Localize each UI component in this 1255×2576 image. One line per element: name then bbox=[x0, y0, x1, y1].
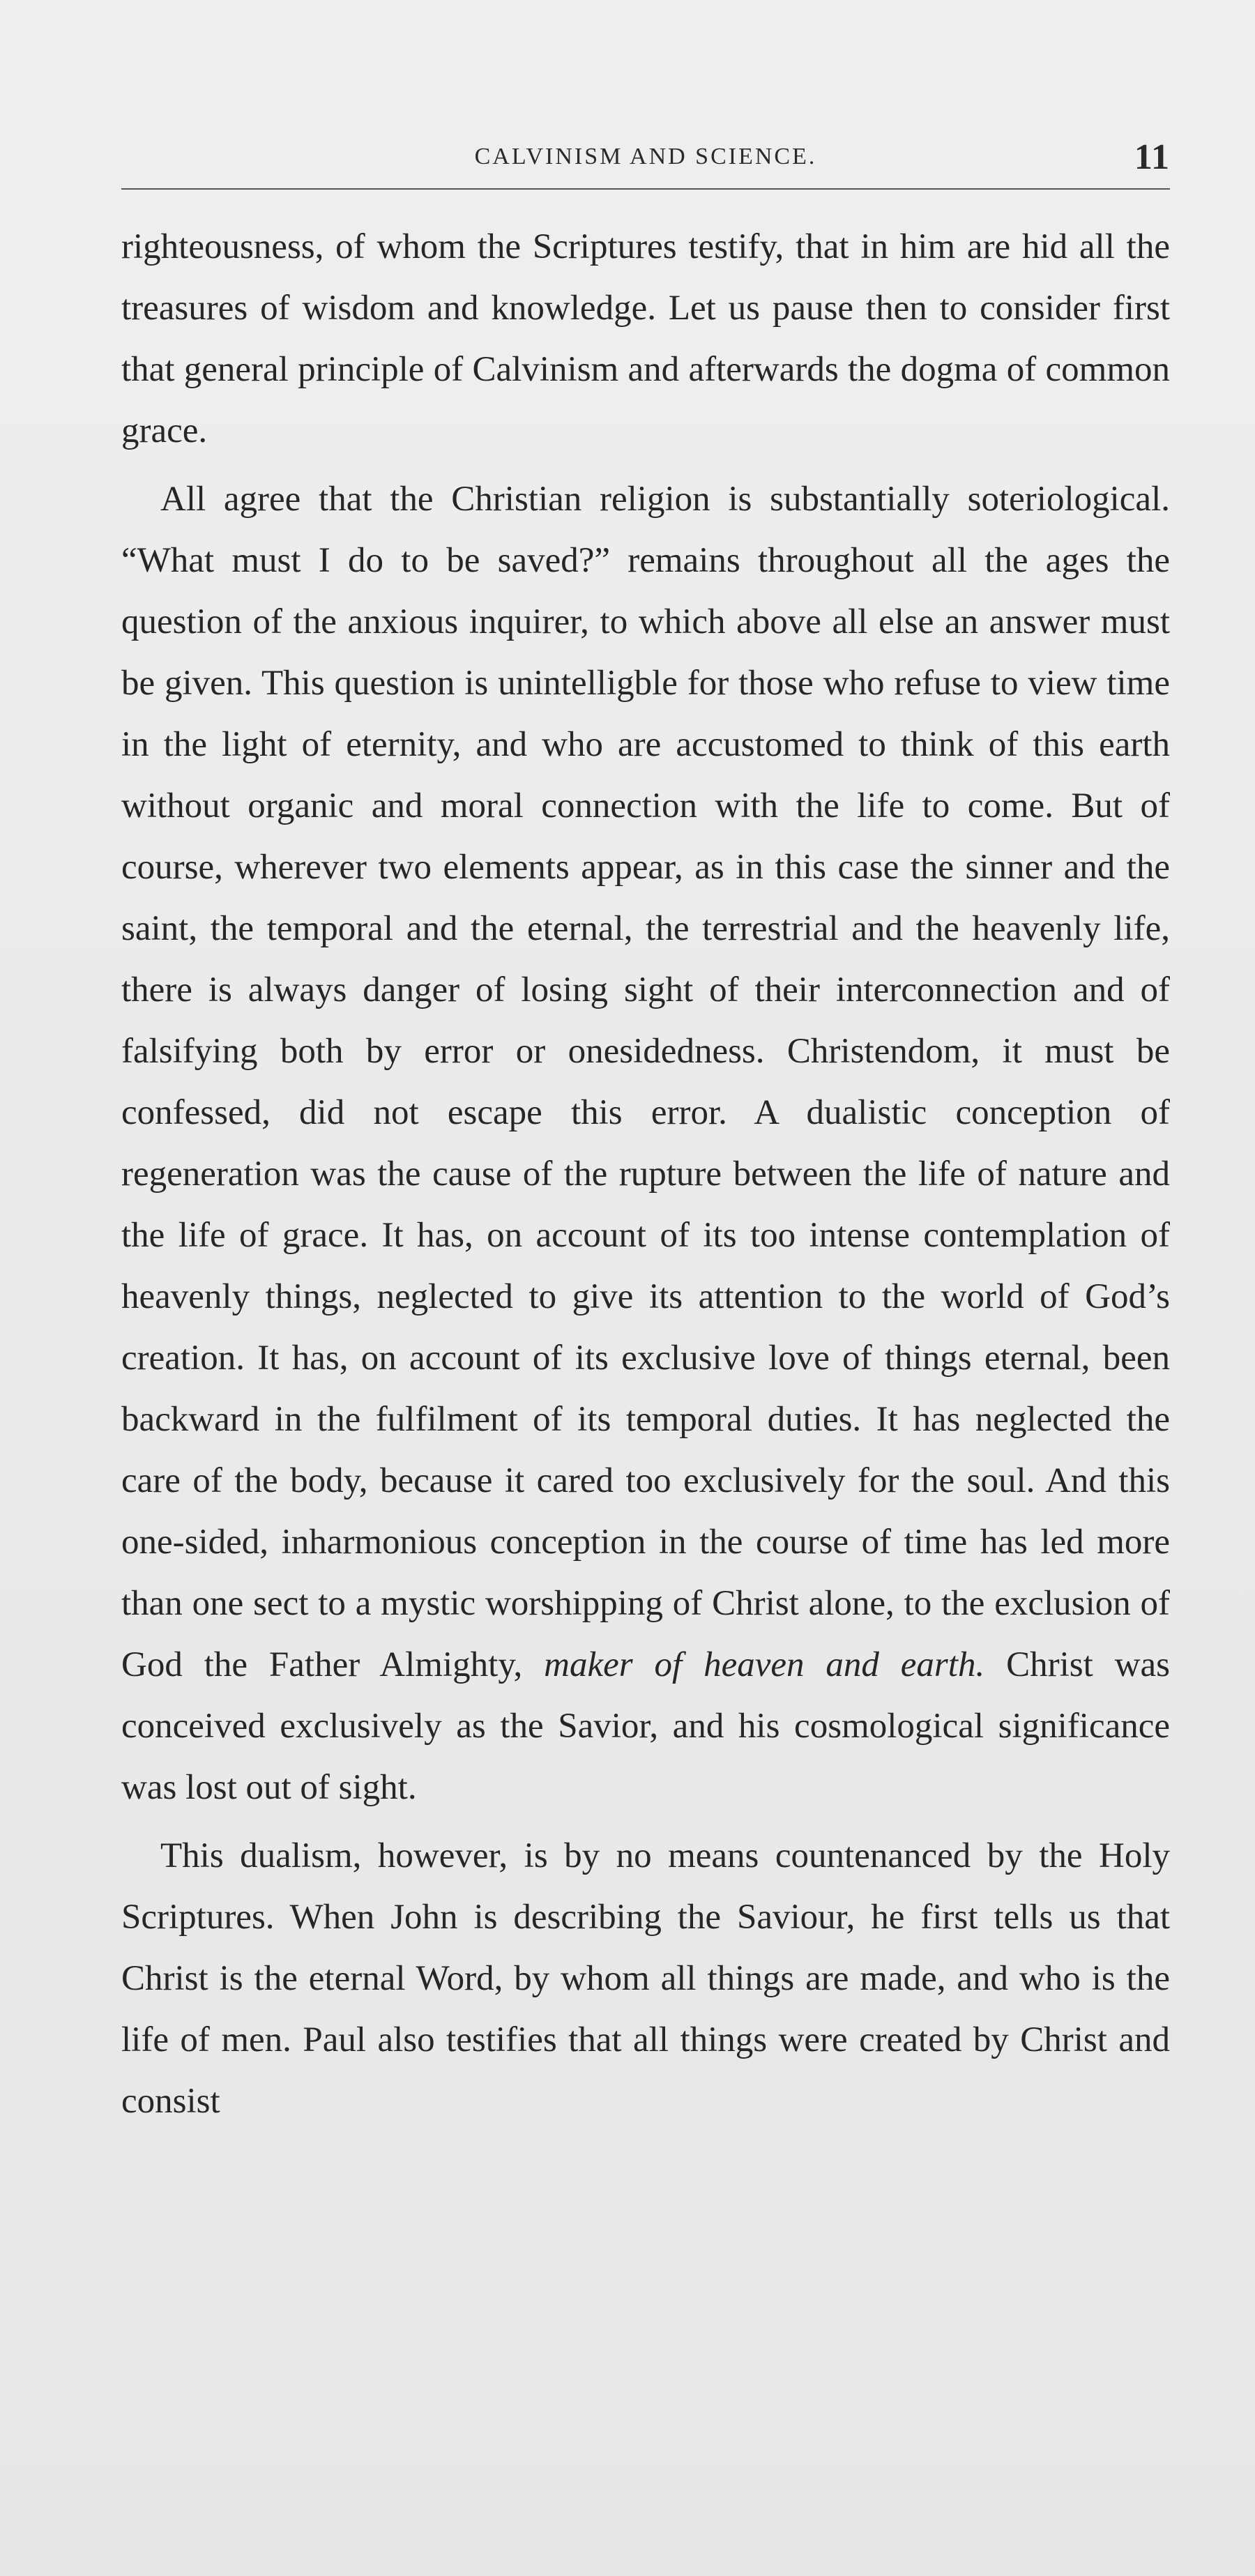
header-rule bbox=[121, 188, 1170, 190]
paragraph-2-italic: maker of heaven and earth. bbox=[544, 1645, 985, 1684]
body-text bbox=[121, 216, 1170, 2132]
paragraph-dualism bbox=[121, 1825, 1170, 2132]
paragraph-3-text: This dualism, however, is by no means countenanced by the Holy Scriptures. When John is describing the Saviour, he first tells us that Christ is the eternal Word, by whom all things are made, and who is the life of men. Paul also testifies that all things were created by Christ and consist bbox=[121, 1836, 1170, 2121]
running-title: CALVINISM AND SCIENCE. bbox=[474, 144, 817, 169]
paragraph-soteriological bbox=[121, 468, 1170, 1818]
running-head bbox=[121, 137, 1170, 178]
page-number: 11 bbox=[1134, 137, 1170, 177]
paragraph-2-text-after: Christ was conceived exclusively as the Savior, and his cosmological significance was lost out of sight. bbox=[121, 1645, 1171, 1807]
paragraph-2-text: All agree that the Christian religion is substantially soteriological. “What must I do to be saved?” remains throughout all the ages the question of the anxious inquirer, to which above all else an answer must be given. This question is unintelligble for those who refuse to view time in the light of eternity, and who are accustomed to think of this earth without organic and moral connection with the life to come. But of course, wherever two elements appear, as in this case the sinner and the saint, the temporal and the eternal, the terrestrial and the heavenly life, there is always danger of losing sight of their interconnection and of falsifying both by error or onesidedness. Christendom, it must be confessed, did not escape this error. A dualistic conception of regeneration was the cause of the rupture between the life of nature and the life of grace. It has, on account of its too intense contemplation of heavenly things, neglected to give its attention to the world of God’s creation. It has, on account of its exclusive love of things eternal, been backward in the fulfilment of its temporal duties. It has neglected the care of the body, because it cared too exclusively for the soul. And this one-sided, inharmonious conception in the course of time has led more than one sect to a mystic worshipping of Christ alone, to the exclusion of God the Father Almighty, bbox=[121, 480, 1170, 1684]
paragraph-1-text: righteousness, of whom the Scriptures testify, that in him are hid all the treasures of wisdom and knowledge. Let us pause then to consider first that general principle of Calvinism and afterwards the dogma of common grace. bbox=[121, 227, 1170, 450]
paragraph-continuation bbox=[121, 216, 1170, 462]
